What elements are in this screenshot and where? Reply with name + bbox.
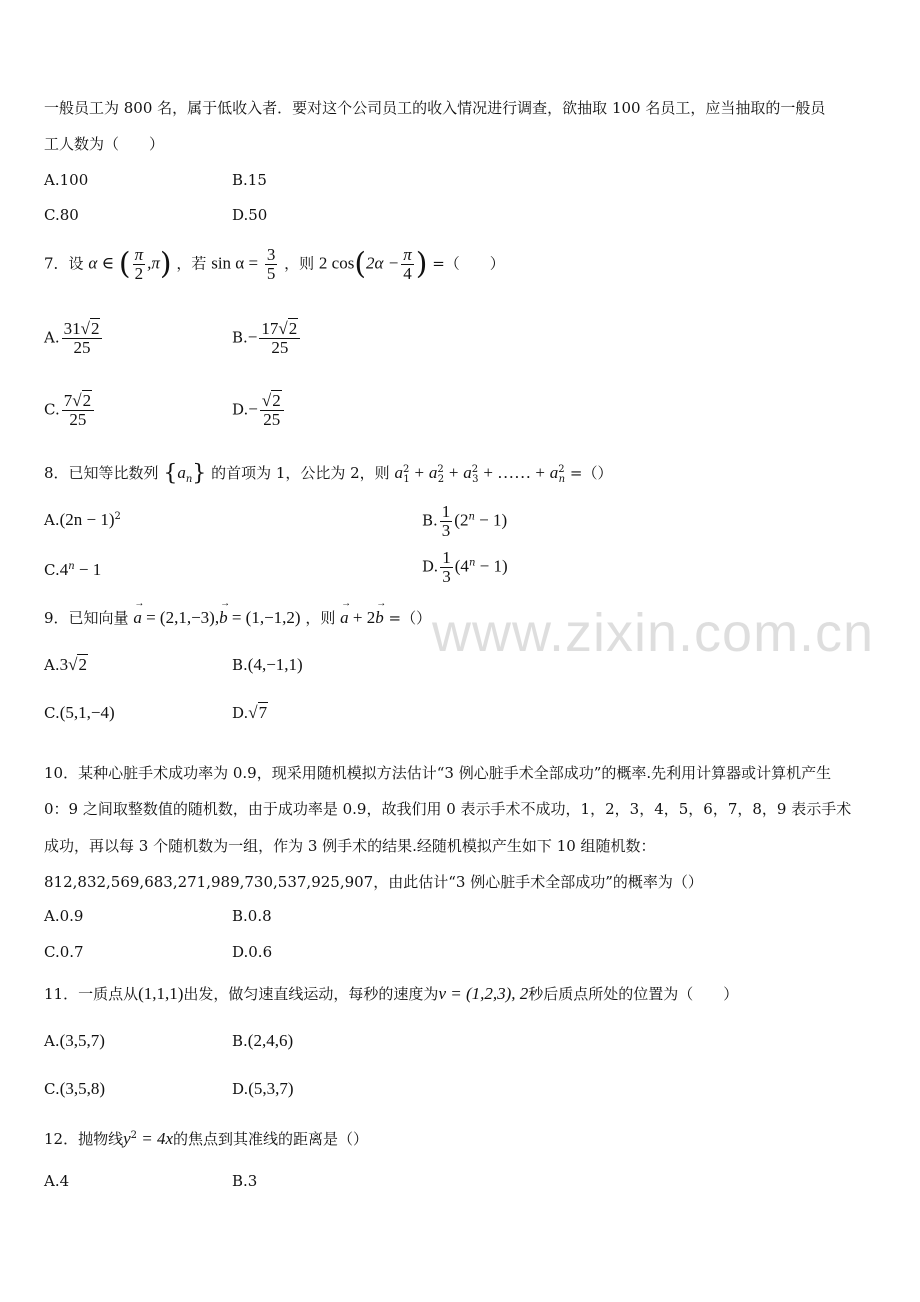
q11-option-b: B.(2,4,6) — [232, 1031, 294, 1050]
q9-stem: 9．已知向量 → a = (2,1,−3),→ b = (1,−1,2) ，则 → a + 2→ b =（） — [44, 607, 431, 628]
q7-option-d: D.− $\frac{√2}{25}$ — [232, 392, 286, 429]
q8-stem: 8．已知等比数列 $\{a_n\}$ 的首项为 1，公比为 2，则 $a^2_1 + a^2_2 + a^2_3$ + …… + $a^2_n$ =（） — [44, 461, 613, 486]
q6-line1: 一般员工为 800 名，属于低收入者．要对这个公司员工的收入情况进行调查，欲抽取 100 名员工，应当抽取的一般员 — [44, 99, 826, 117]
q11-option-d: D.(5,3,7) — [232, 1079, 294, 1098]
watermark: www.zixin.com.cn — [432, 603, 875, 663]
q8-option-a: $A.(2n - 1)^2$ — [44, 510, 121, 529]
q9-option-a: A.3√2 — [44, 655, 87, 674]
q12-option-a: A.4 — [44, 1172, 70, 1190]
q9-option-d: D.√7 — [232, 703, 268, 722]
q8-option-d: D. $\frac{1}{3}$ $(4^n - 1)$ — [422, 548, 508, 586]
q6-option-c: C.80 — [44, 206, 79, 224]
q11-option-c: C.(3,5,8) — [44, 1079, 106, 1098]
q12-option-b: B.3 — [232, 1172, 258, 1190]
q10-line4: 812,832,569,683,271,989,730,537,925,907，由此估计“3 例心脏手术全部成功”的概率为（） — [44, 873, 703, 891]
q10-option-c: C.0.7 — [44, 943, 84, 961]
q8-option-c: $C.4^n - 1$ — [44, 560, 102, 579]
q10-line1: 10．某种心脏手术成功率为 0.9，现采用随机模拟方法估计“3 例心脏手术全部成功”的概率.先利用计算器或计算机产生 — [44, 764, 832, 782]
q12-stem: 12．抛物线$y^2 = 4x$的焦点到其准线的距离是（） — [44, 1129, 369, 1148]
q6-option-d: D.50 — [232, 206, 268, 224]
q9-option-b: B.(4,−1,1) — [232, 655, 303, 674]
q7-option-b: B.− $\frac{17√2}{25}$ — [232, 320, 302, 357]
q6-option-a: A.100 — [44, 171, 89, 189]
q9-option-c: C.(5,1,−4) — [44, 703, 115, 722]
q7-option-a: A. $\frac{31√2}{25}$ — [44, 320, 104, 357]
q6-line2: 工人数为（ ） — [44, 135, 165, 153]
q8-option-b: B. $\frac{1}{3}$ $(2^n - 1)$ — [422, 502, 508, 540]
q10-option-a: A.0.9 — [44, 907, 84, 925]
q7-option-c: C. $\frac{7√2}{25}$ — [44, 392, 96, 429]
q10-option-d: D.0.6 — [232, 943, 273, 961]
q10-option-b: B.0.8 — [232, 907, 272, 925]
q6-option-b: B.15 — [232, 171, 267, 189]
q10-line2: 0：9 之间取整数值的随机数，由于成功率是 0.9，故我们用 0 表示手术不成功，1，2，3，4，5，6，7，8，9 表示手术 — [44, 800, 852, 818]
q11-stem: 11．一质点从(1,1,1)出发，做匀速直线运动，每秒的速度为v = (1,2,3), 2秒后质点所处的位置为（ ） — [44, 984, 739, 1003]
q11-option-a: A.(3,5,7) — [44, 1031, 105, 1050]
q7-stem: 7．设 α ∈ ( $\frac{\pi}{2}$ ,π) ，若 sin α = $\frac{3}{5}$ ，则 2 cos(2α − $\frac{\pi}{4}$ ) =（ ） — [44, 245, 505, 283]
q10-line3: 成功，再以每 3 个随机数为一组，作为 3 例手术的结果.经随机模拟产生如下 10 组随机数： — [44, 837, 656, 855]
